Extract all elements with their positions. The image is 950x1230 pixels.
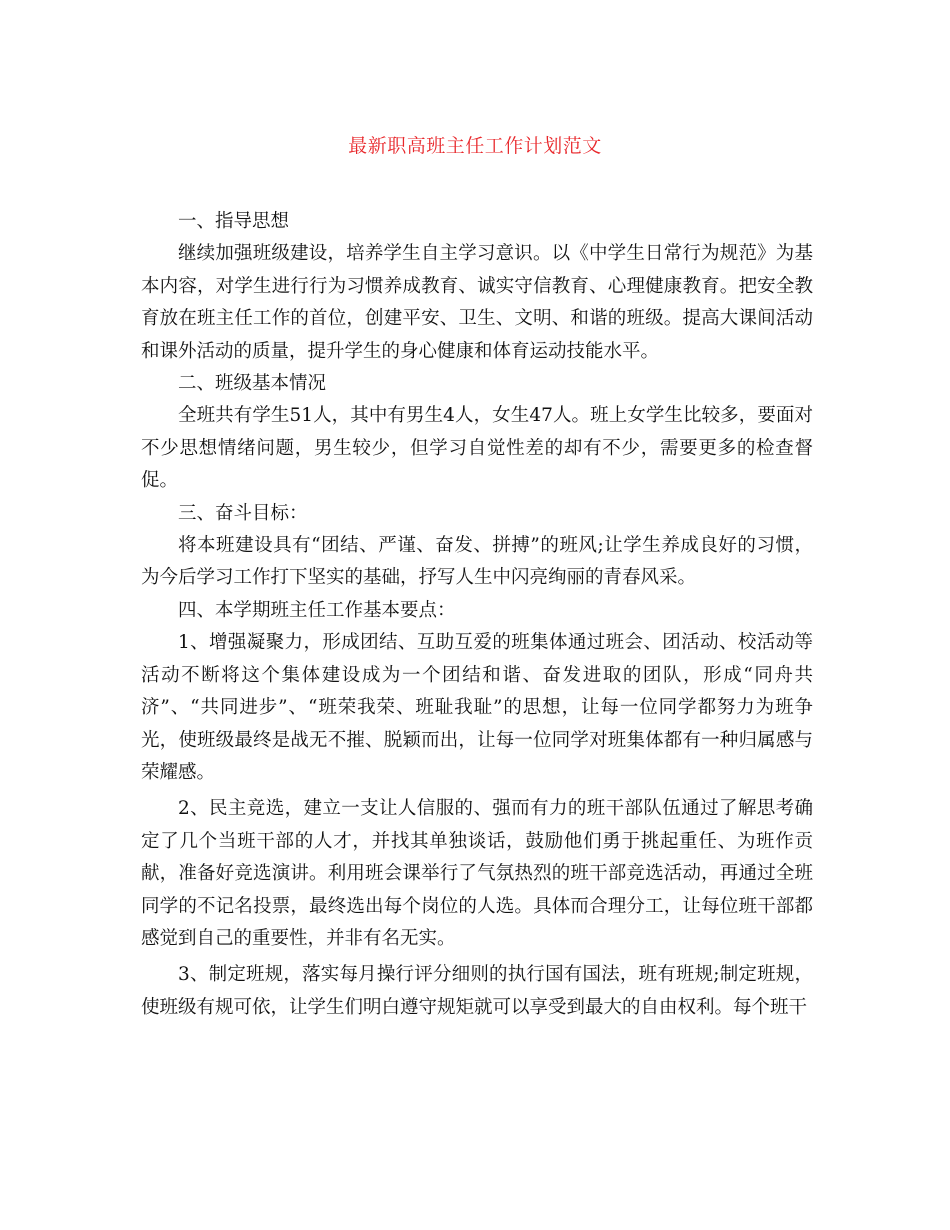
paragraph-goals: 将本班建设具有“团结、严谨、奋发、拼搏”的班风;让学生养成良好的习惯，为今后学习工作打下坚实的基础，抒写人生中闪亮绚丽的青春风采。 [141, 535, 813, 589]
paragraph-point-1: 1、增强凝聚力，形成团结、互助互爱的班集体通过班会、团活动、校活动等活动不断将这个集体建设成为一个团结和谐、奋发进取的团队，形成“同舟共济”、“共同进步”、“班荣我荣、班耻我耻”的思想，让每一位同学都努力为班争光，使班级最终是战无不摧、脱颖而出，让每一位同学对班集体都有一种归属感与荣耀感。 [141, 632, 813, 783]
paragraph-class-basic-info: 全班共有学生51人，其中有男生4人，女生47人。班上女学生比较多，要面对不少思想情绪问题，男生较少，但学习自觉性差的却有不少，需要更多的检查督促。 [141, 405, 813, 492]
document-title: 最新职高班主任工作计划范文 [348, 135, 602, 157]
paragraph-guiding-ideology: 继续加强班级建设，培养学生自主学习意识。以《中学生日常行为规范》为基本内容，对学生进行行为习惯养成教育、诚实守信教育、心理健康教育。把安全教育放在班主任工作的首位，创建平安、卫生、文明、和谐的班级。提高大课间活动和课外活动的质量，提升学生的身心健康和体育运动技能水平。 [141, 243, 813, 362]
paragraph-point-3: 3、制定班规，落实每月操行评分细则的执行国有国法，班有班规;制定班规，使班级有规可依，让学生们明白遵守规矩就可以享受到最大的自由权利。每个班干 [141, 964, 813, 1018]
heading-work-points: 四、本学期班主任工作基本要点： [178, 599, 456, 621]
paragraph-point-2: 2、民主竞选，建立一支让人信服的、强而有力的班干部队伍通过了解思考确定了几个当班干部的人才，并找其单独谈话，鼓励他们勇于挑起重任、为班作贡献，准备好竞选演讲。利用班会课举行了气氛热烈的班干部竞选活动，再通过全班同学的不记名投票，最终选出每个岗位的人选。具体而合理分工，让每位班干部都感觉到自己的重要性，并非有名无实。 [141, 798, 813, 949]
heading-guiding-ideology: 一、指导思想 [178, 211, 290, 232]
heading-class-basic-info: 二、班级基本情况 [178, 373, 327, 395]
document-body [141, 206, 813, 1024]
heading-goals: 三、奋斗目标： [178, 502, 308, 524]
